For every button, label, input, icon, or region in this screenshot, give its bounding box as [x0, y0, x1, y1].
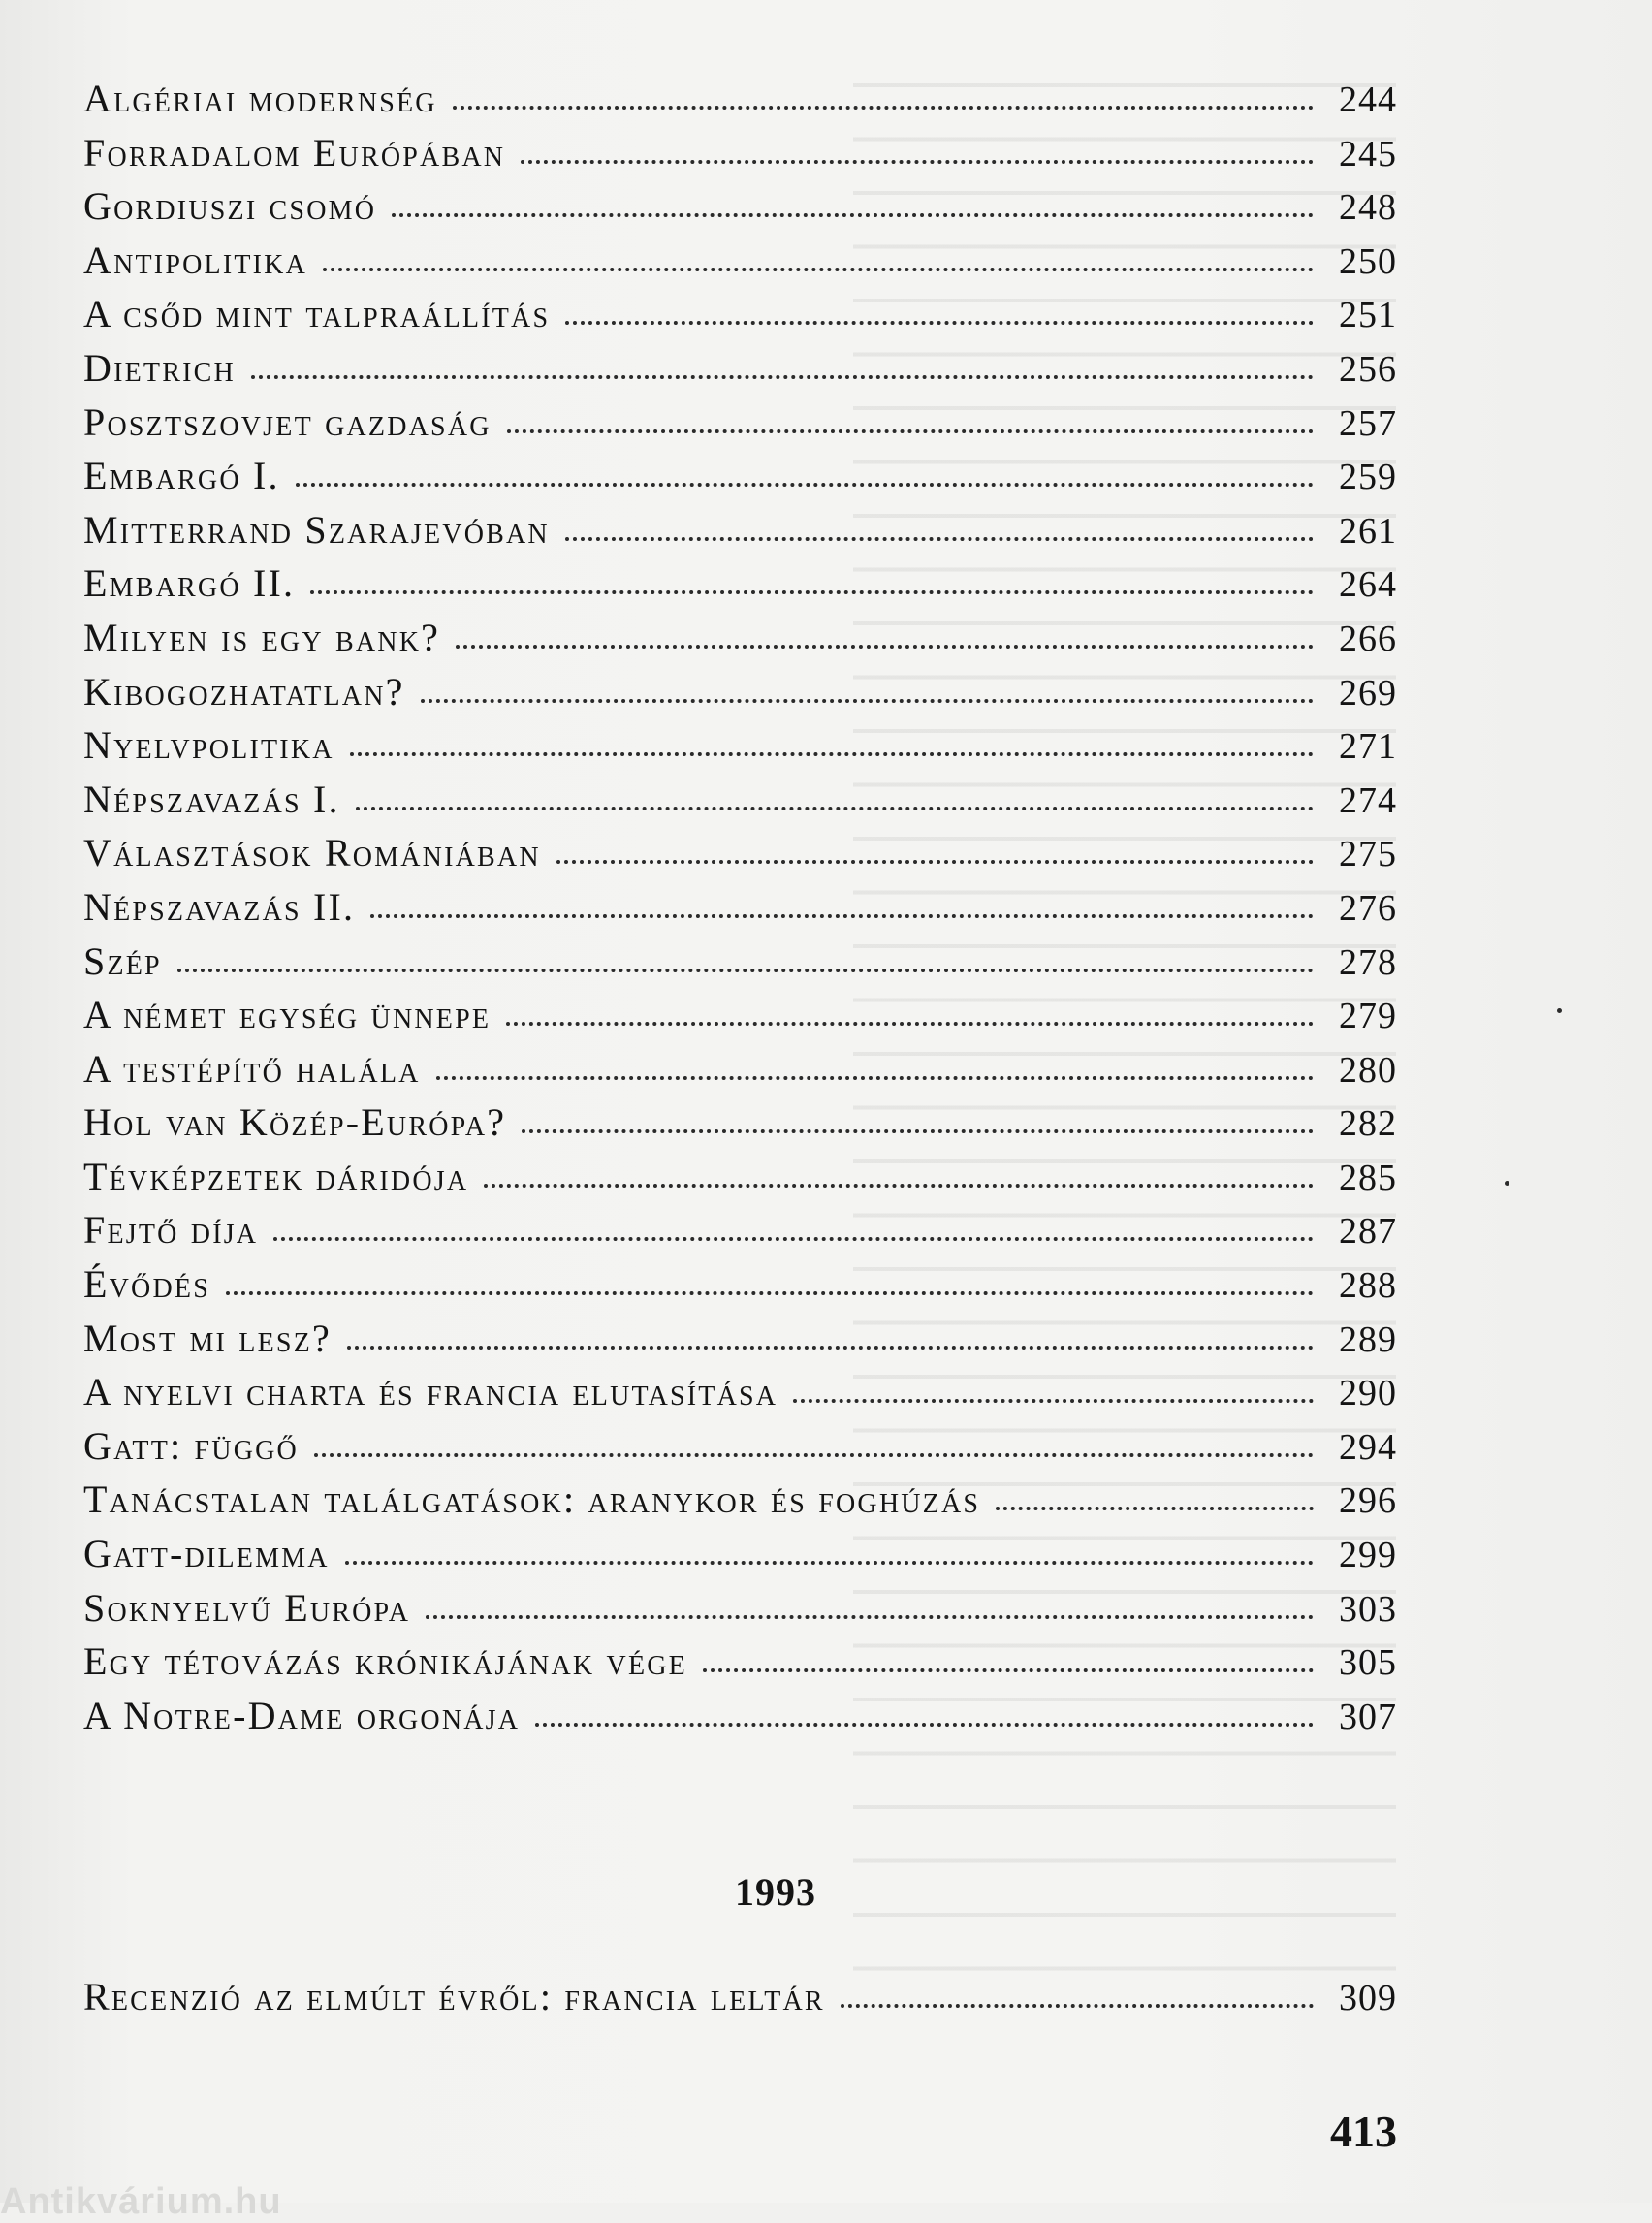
entry-title: Fejtő díja — [83, 1208, 259, 1253]
entry-title: Forradalom Európában — [83, 130, 506, 175]
entry-title: Évődés — [83, 1262, 210, 1307]
entry-title: Embargó I. — [83, 454, 280, 498]
entry-page-number: 289 — [1339, 1318, 1397, 1360]
entry-page-number: 278 — [1339, 941, 1397, 983]
entry-page-number: 296 — [1339, 1480, 1397, 1522]
entry-title: Gatt: függő — [83, 1423, 299, 1468]
entry-title: A testépítő halála — [83, 1046, 421, 1091]
toc-entry — [83, 399, 1397, 458]
dot-leader — [565, 321, 1314, 325]
dot-leader — [314, 1453, 1314, 1457]
entry-page-number: 282 — [1339, 1103, 1397, 1145]
entry-page-number: 299 — [1339, 1535, 1397, 1576]
toc-entry — [83, 1423, 1397, 1481]
table-of-contents-1992 — [83, 79, 1397, 1750]
entry-title: Hol van Közép-Európa? — [83, 1100, 507, 1145]
toc-entry — [83, 1370, 1397, 1427]
entry-page-number: 261 — [1339, 510, 1397, 552]
entry-page-number: 264 — [1339, 564, 1397, 606]
entry-title: Milyen is egy bank? — [83, 615, 441, 659]
entry-page-number: 250 — [1339, 240, 1397, 282]
toc-entry — [83, 993, 1397, 1050]
dot-leader — [453, 106, 1314, 110]
toc-entry — [83, 1262, 1397, 1319]
dot-leader — [996, 1507, 1314, 1510]
entry-page-number: 309 — [1339, 1978, 1397, 2018]
entry-page-number: 245 — [1339, 133, 1397, 175]
dot-leader — [421, 699, 1314, 703]
toc-entry — [83, 507, 1397, 565]
table-of-contents-1993 — [83, 1975, 1397, 2032]
dot-leader — [323, 268, 1314, 271]
toc-entry — [83, 292, 1397, 349]
toc-entry — [83, 79, 1397, 134]
entry-page-number: 269 — [1339, 672, 1397, 714]
toc-entry — [83, 723, 1397, 780]
toc-entry — [83, 1477, 1397, 1535]
entry-title: Dietrich — [83, 345, 236, 390]
entry-page-number: 307 — [1339, 1696, 1397, 1737]
entry-page-number: 288 — [1339, 1265, 1397, 1307]
dot-leader — [426, 1615, 1314, 1619]
dot-leader — [841, 2004, 1314, 2008]
entry-title: Tévképzetek dáridója — [83, 1154, 469, 1198]
toc-entry — [83, 615, 1397, 673]
entry-page-number: 287 — [1339, 1211, 1397, 1253]
entry-title: Recenzió az elmúlt évről: francia leltár — [83, 1975, 825, 2018]
toc-entry — [83, 184, 1397, 241]
entry-page-number: 251 — [1339, 295, 1397, 336]
entry-page-number: 294 — [1339, 1426, 1397, 1468]
toc-entry — [83, 1316, 1397, 1374]
entry-page-number: 303 — [1339, 1588, 1397, 1630]
toc-entry — [83, 1046, 1397, 1104]
dot-leader — [436, 1076, 1314, 1080]
entry-page-number: 274 — [1339, 779, 1397, 821]
dot-leader — [565, 537, 1314, 541]
toc-entry — [83, 345, 1397, 403]
dot-leader — [347, 1346, 1314, 1350]
toc-entry — [83, 938, 1397, 997]
entry-page-number: 285 — [1339, 1157, 1397, 1198]
dot-leader — [506, 1022, 1314, 1026]
toc-entry — [83, 1975, 1397, 2032]
toc-entry — [83, 561, 1397, 619]
dot-leader — [507, 429, 1314, 433]
toc-entry — [83, 238, 1397, 296]
entry-page-number: 279 — [1339, 996, 1397, 1037]
entry-title: Szép — [83, 938, 162, 983]
dot-leader — [273, 1237, 1314, 1241]
dot-leader — [370, 914, 1314, 918]
entry-page-number: 266 — [1339, 618, 1397, 659]
entry-page-number: 257 — [1339, 402, 1397, 444]
entry-page-number: 276 — [1339, 887, 1397, 929]
dot-leader — [310, 590, 1314, 594]
watermark: Antikvárium.hu — [0, 2181, 282, 2222]
entry-title: Népszavazás I. — [83, 777, 340, 821]
entry-page-number: 256 — [1339, 348, 1397, 390]
entry-page-number: 259 — [1339, 457, 1397, 498]
toc-entry — [83, 1585, 1397, 1643]
entry-title: Mitterrand Szarajevóban — [83, 507, 550, 552]
entry-title: A nyelvi charta és francia elutasítása — [83, 1370, 778, 1414]
toc-entry — [83, 1693, 1397, 1751]
entry-title: Algériai modernség — [83, 77, 437, 120]
dust-speck — [1505, 1181, 1509, 1186]
entry-title: Egy tétovázás krónikájának vége — [83, 1639, 687, 1684]
entry-title: Embargó II. — [83, 561, 296, 606]
entry-page-number: 271 — [1339, 726, 1397, 768]
dot-leader — [456, 645, 1314, 649]
dot-leader — [556, 860, 1314, 864]
entry-page-number: 290 — [1339, 1373, 1397, 1414]
toc-entry — [83, 1208, 1397, 1265]
toc-entry — [83, 130, 1397, 188]
entry-page-number: 248 — [1339, 187, 1397, 229]
entry-page-number: 305 — [1339, 1642, 1397, 1684]
entry-title: A német egység ünnepe — [83, 993, 492, 1037]
entry-title: Posztszovjet gazdaság — [83, 399, 492, 444]
dot-leader — [484, 1184, 1314, 1188]
entry-page-number: 280 — [1339, 1049, 1397, 1091]
toc-entry — [83, 831, 1397, 888]
toc-entry — [83, 454, 1397, 511]
toc-entry — [83, 1154, 1397, 1212]
entry-title: Antipolitika — [83, 238, 308, 282]
dot-leader — [350, 752, 1314, 756]
dust-speck — [1557, 1008, 1562, 1013]
dot-leader — [522, 1129, 1314, 1133]
dot-leader — [356, 807, 1314, 810]
toc-entry — [83, 1639, 1397, 1697]
dot-leader — [296, 483, 1314, 487]
dot-leader — [392, 213, 1314, 217]
entry-title: Most mi lesz? — [83, 1316, 332, 1360]
toc-entry — [83, 1100, 1397, 1158]
toc-entry — [83, 669, 1397, 727]
entry-title: Nyelvpolitika — [83, 723, 334, 768]
entry-title: A csőd mint talpraállítás — [83, 292, 551, 336]
dot-leader — [251, 375, 1314, 379]
page-number: 413 — [1330, 2107, 1397, 2156]
entry-title: Népszavazás II. — [83, 884, 356, 929]
entry-page-number: 275 — [1339, 834, 1397, 875]
entry-title: Választások Romániában — [83, 831, 541, 875]
toc-entry — [83, 1532, 1397, 1589]
dot-leader — [793, 1399, 1314, 1403]
toc-entry — [83, 884, 1397, 942]
dot-leader — [177, 969, 1314, 972]
entry-title: Gordiuszi csomó — [83, 184, 377, 229]
entry-title: Kibogozhatatlan? — [83, 669, 405, 714]
entry-title: Gatt-dilemma — [83, 1532, 330, 1576]
dot-leader — [345, 1561, 1314, 1565]
dot-leader — [703, 1668, 1314, 1672]
dot-leader — [535, 1723, 1314, 1727]
dot-leader — [226, 1291, 1314, 1295]
entry-title: Soknyelvű Európa — [83, 1585, 411, 1630]
entry-page-number: 244 — [1339, 79, 1397, 120]
entry-title: A Notre-Dame orgonája — [83, 1693, 521, 1737]
dot-leader — [521, 160, 1314, 164]
toc-entry — [83, 777, 1397, 835]
entry-title: Tanácstalan találgatások: aranykor és foghúzás — [83, 1477, 981, 1522]
year-heading: 1993 — [735, 1870, 816, 1914]
